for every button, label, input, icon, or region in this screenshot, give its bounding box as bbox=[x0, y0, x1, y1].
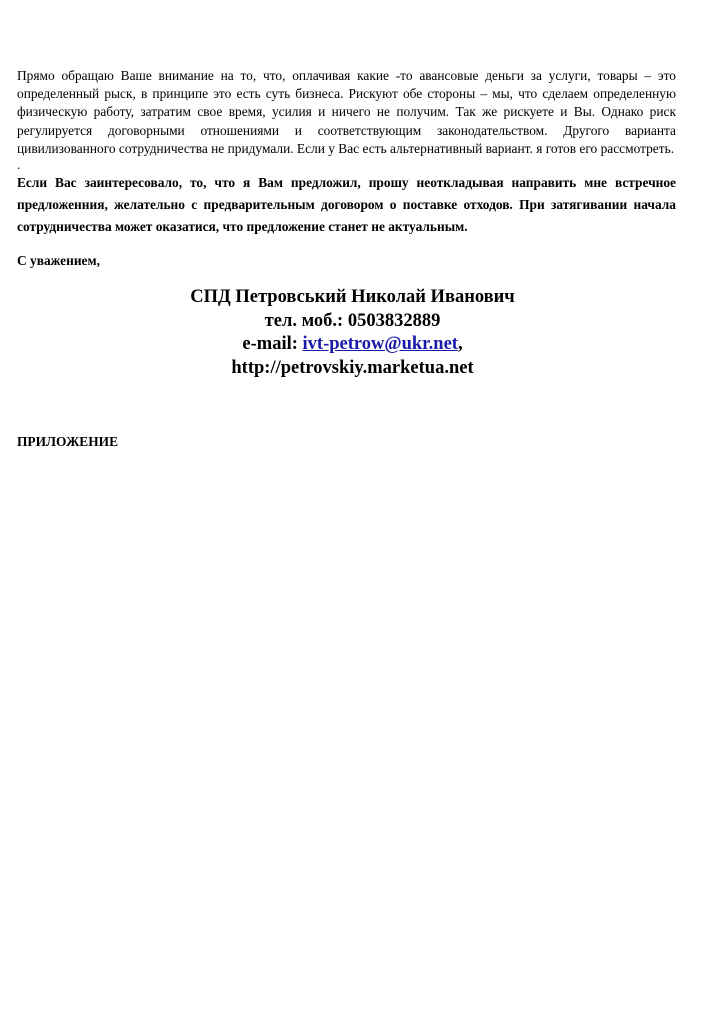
signature-email-line bbox=[29, 333, 676, 357]
regards-line: С уважением, bbox=[17, 253, 100, 269]
signature-name: СПД Петровський Николай Иванович bbox=[190, 287, 515, 308]
paragraph-proposal: Если Вас заинтересовало, то, что я Вам предложил, прошу неоткладывая направить мне встречное предложенния, желательно с предварительным договором о поставке отходов. При затягивании начала сотрудничества может оказатися, что предложение станет не актуальным. bbox=[17, 175, 676, 235]
email-link[interactable]: ivt-petrow@ukr.net bbox=[302, 334, 458, 355]
signature-block bbox=[17, 286, 676, 380]
letter-body bbox=[17, 67, 676, 380]
signature-website[interactable]: http://petrovskiy.marketua.net bbox=[231, 357, 474, 378]
separator-dot: . bbox=[17, 157, 21, 173]
signature-phone: тел. моб.: 0503832889 bbox=[264, 310, 441, 331]
appendix-heading: ПРИЛОЖЕНИЕ bbox=[17, 434, 119, 449]
email-label: e-mail: bbox=[242, 334, 303, 355]
paragraph-risk: Прямо обращаю Ваше внимание на то, что, оплачивая какие -то авансовые деньги за услуги, товары – это определенный рыск, в принципе это есть суть бизнеса. Рискуют обе стороны – мы, что сделаем определенную физическую работу, затратим свое время, усилия и ничего не получим. Так же рискуете и Вы. Однако риск регулируется договорными отношениями и соответствующим законодательством. Другого варианта цивилизованного сотрудничества не придумали. Если у Вас есть альтернативный вариант. я готов его рассмотреть. bbox=[17, 68, 676, 156]
email-suffix: , bbox=[457, 334, 463, 355]
